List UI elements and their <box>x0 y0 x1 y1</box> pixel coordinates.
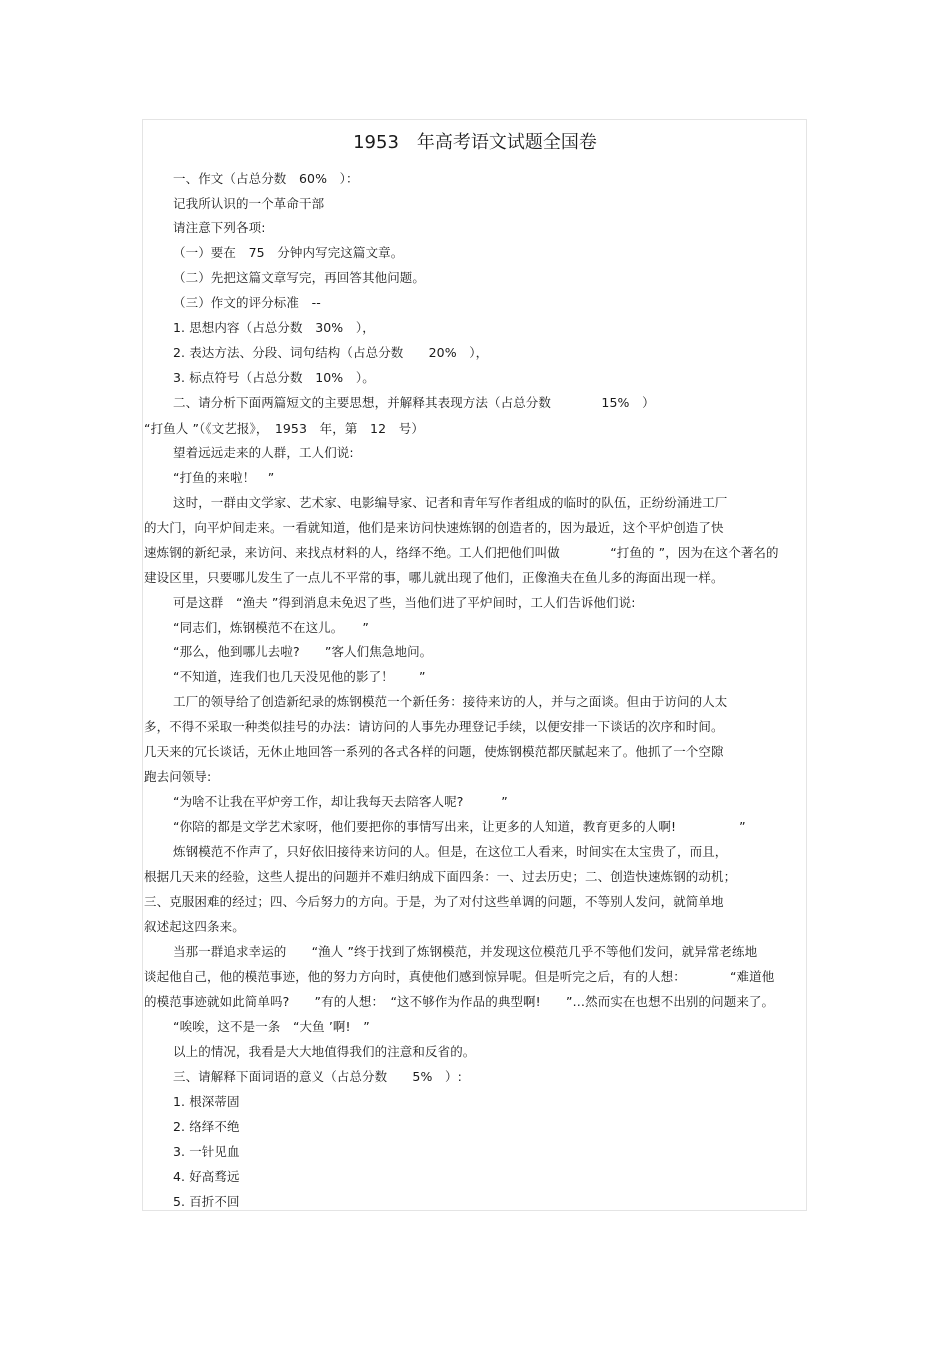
term-item: 5. 百折不回 <box>173 1194 240 1209</box>
article-line: 根据几天来的经验，这些人提出的问题并不难归纳成下面四条：一、过去历史；二、创造快速炼钢的动机； <box>144 869 737 884</box>
article-line: “唉唉，这不是一条 “大鱼 ’啊! ” <box>173 1019 370 1034</box>
criteria-2: 2. 表达方法、分段、词句结构（占总分数 20% ）， <box>173 345 489 360</box>
article-line: 工厂的领导给了创造新纪录的炼钢模范一个新任务：接待来访的人，并与之面谈。但由于访问的人太 <box>173 694 728 709</box>
term-item: 3. 一针见血 <box>173 1144 240 1159</box>
article-line: 多，不得不采取一种类似挂号的办法：请访问的人事先办理登记手续，以便安排一下谈话的次序和时间。 <box>144 719 724 734</box>
article-source: “打鱼人 ”（《文艺报》， 1953 年，第 12 号） <box>144 421 424 436</box>
instruction-3: （三）作文的评分标准 -- <box>173 295 321 310</box>
article-line: 跑去问领导: <box>144 769 212 784</box>
essay-topic: 记我所认识的一个革命干部 <box>173 196 325 211</box>
article-line: 可是这群 “渔夫 ”得到消息未免迟了些，当他们进了平炉间时，工人们告诉他们说: <box>173 595 636 610</box>
term-item: 1. 根深蒂固 <box>173 1094 240 1109</box>
term-item: 2. 络绎不绝 <box>173 1119 240 1134</box>
article-line: 叙述起这四条来。 <box>144 919 245 934</box>
article-line: 的大门，向平炉间走来。一看就知道，他们是来访问快速炼钢的创造者的，因为最近，这个平炉创造了快 <box>144 520 724 535</box>
article-line: 望着远远走来的人群，工人们说: <box>173 445 354 460</box>
term-item: 4. 好高骛远 <box>173 1169 240 1184</box>
section-1-heading: 一、作文（占总分数 60% ）： <box>173 171 359 186</box>
document-title: 1953 年高考语文试题全国卷 <box>353 132 597 153</box>
article-line: 这时，一群由文学家、艺术家、电影编导家、记者和青年写作者组成的临时的队伍，正纷纷涌进工厂 <box>173 495 728 510</box>
criteria-3: 3. 标点符号（占总分数 10% ）。 <box>173 370 375 385</box>
section-2-heading: 二、请分析下面两篇短文的主要思想，并解释其表现方法（占总分数 15% ） <box>173 395 655 410</box>
article-line: 谈起他自己，他的模范事迹，他的努力方向时，真使他们感到惊异呢。但是听完之后，有的人想： “难道他 <box>144 969 775 984</box>
instructions-heading: 请注意下列各项: <box>173 220 266 235</box>
article-line: 以上的情况，我看是大大地值得我们的注意和反省的。 <box>173 1044 476 1059</box>
article-line: “那么，他到哪儿去啦? ”客人们焦急地问。 <box>173 644 433 659</box>
article-line: 炼钢模范不作声了，只好依旧接待来访问的人。但是，在这位工人看来，时间实在太宝贵了，而且， <box>173 844 728 859</box>
instruction-1: （一）要在 75 分钟内写完这篇文章。 <box>173 245 404 260</box>
article-line: “打鱼的来啦！ ” <box>173 470 275 485</box>
section-3-heading: 三、请解释下面词语的意义（占总分数 5% ）: <box>173 1069 462 1084</box>
article-line: 当那一群追求幸运的 “渔人 ”终于找到了炼钢模范，并发现这位模范几乎不等他们发问，就异常老练地 <box>173 944 758 959</box>
article-line: “同志们，炼钢模范不在这儿。 ” <box>173 620 369 635</box>
article-line: 三、克服困难的经过；四、今后努力的方向。于是，为了对付这些单调的问题，不等别人发问，就简单地 <box>144 894 724 909</box>
article-line: “你陪的都是文学艺术家呀，他们要把你的事情写出来，让更多的人知道，教育更多的人啊! ” <box>173 819 746 834</box>
article-line: “不知道，连我们也几天没见他的影了！ ” <box>173 669 426 684</box>
instruction-2: （二）先把这篇文章写完，再回答其他问题。 <box>173 270 426 285</box>
article-line: 速炼钢的新纪录，来访问、来找点材料的人，络绎不绝。工人们把他们叫做 “打鱼的 ”，因为在这个著名的 <box>144 545 779 560</box>
article-line: “为啥不让我在平炉旁工作，却让我每天去陪客人呢? ” <box>173 794 508 809</box>
article-line: 几天来的冗长谈话，无休止地回答一系列的各式各样的问题，使炼钢模范都厌腻起来了。他抓了一个空隙 <box>144 744 724 759</box>
criteria-1: 1. 思想内容（占总分数 30% ）， <box>173 320 375 335</box>
article-line: 的模范事迹就如此简单吗? ”有的人想： “这不够作为作品的典型啊! ”…然而实在也想不出别的问题来了。 <box>144 994 775 1009</box>
article-line: 建设区里，只要哪儿发生了一点儿不平常的事，哪儿就出现了他们，正像渔夫在鱼儿多的海面出现一样。 <box>144 570 724 585</box>
